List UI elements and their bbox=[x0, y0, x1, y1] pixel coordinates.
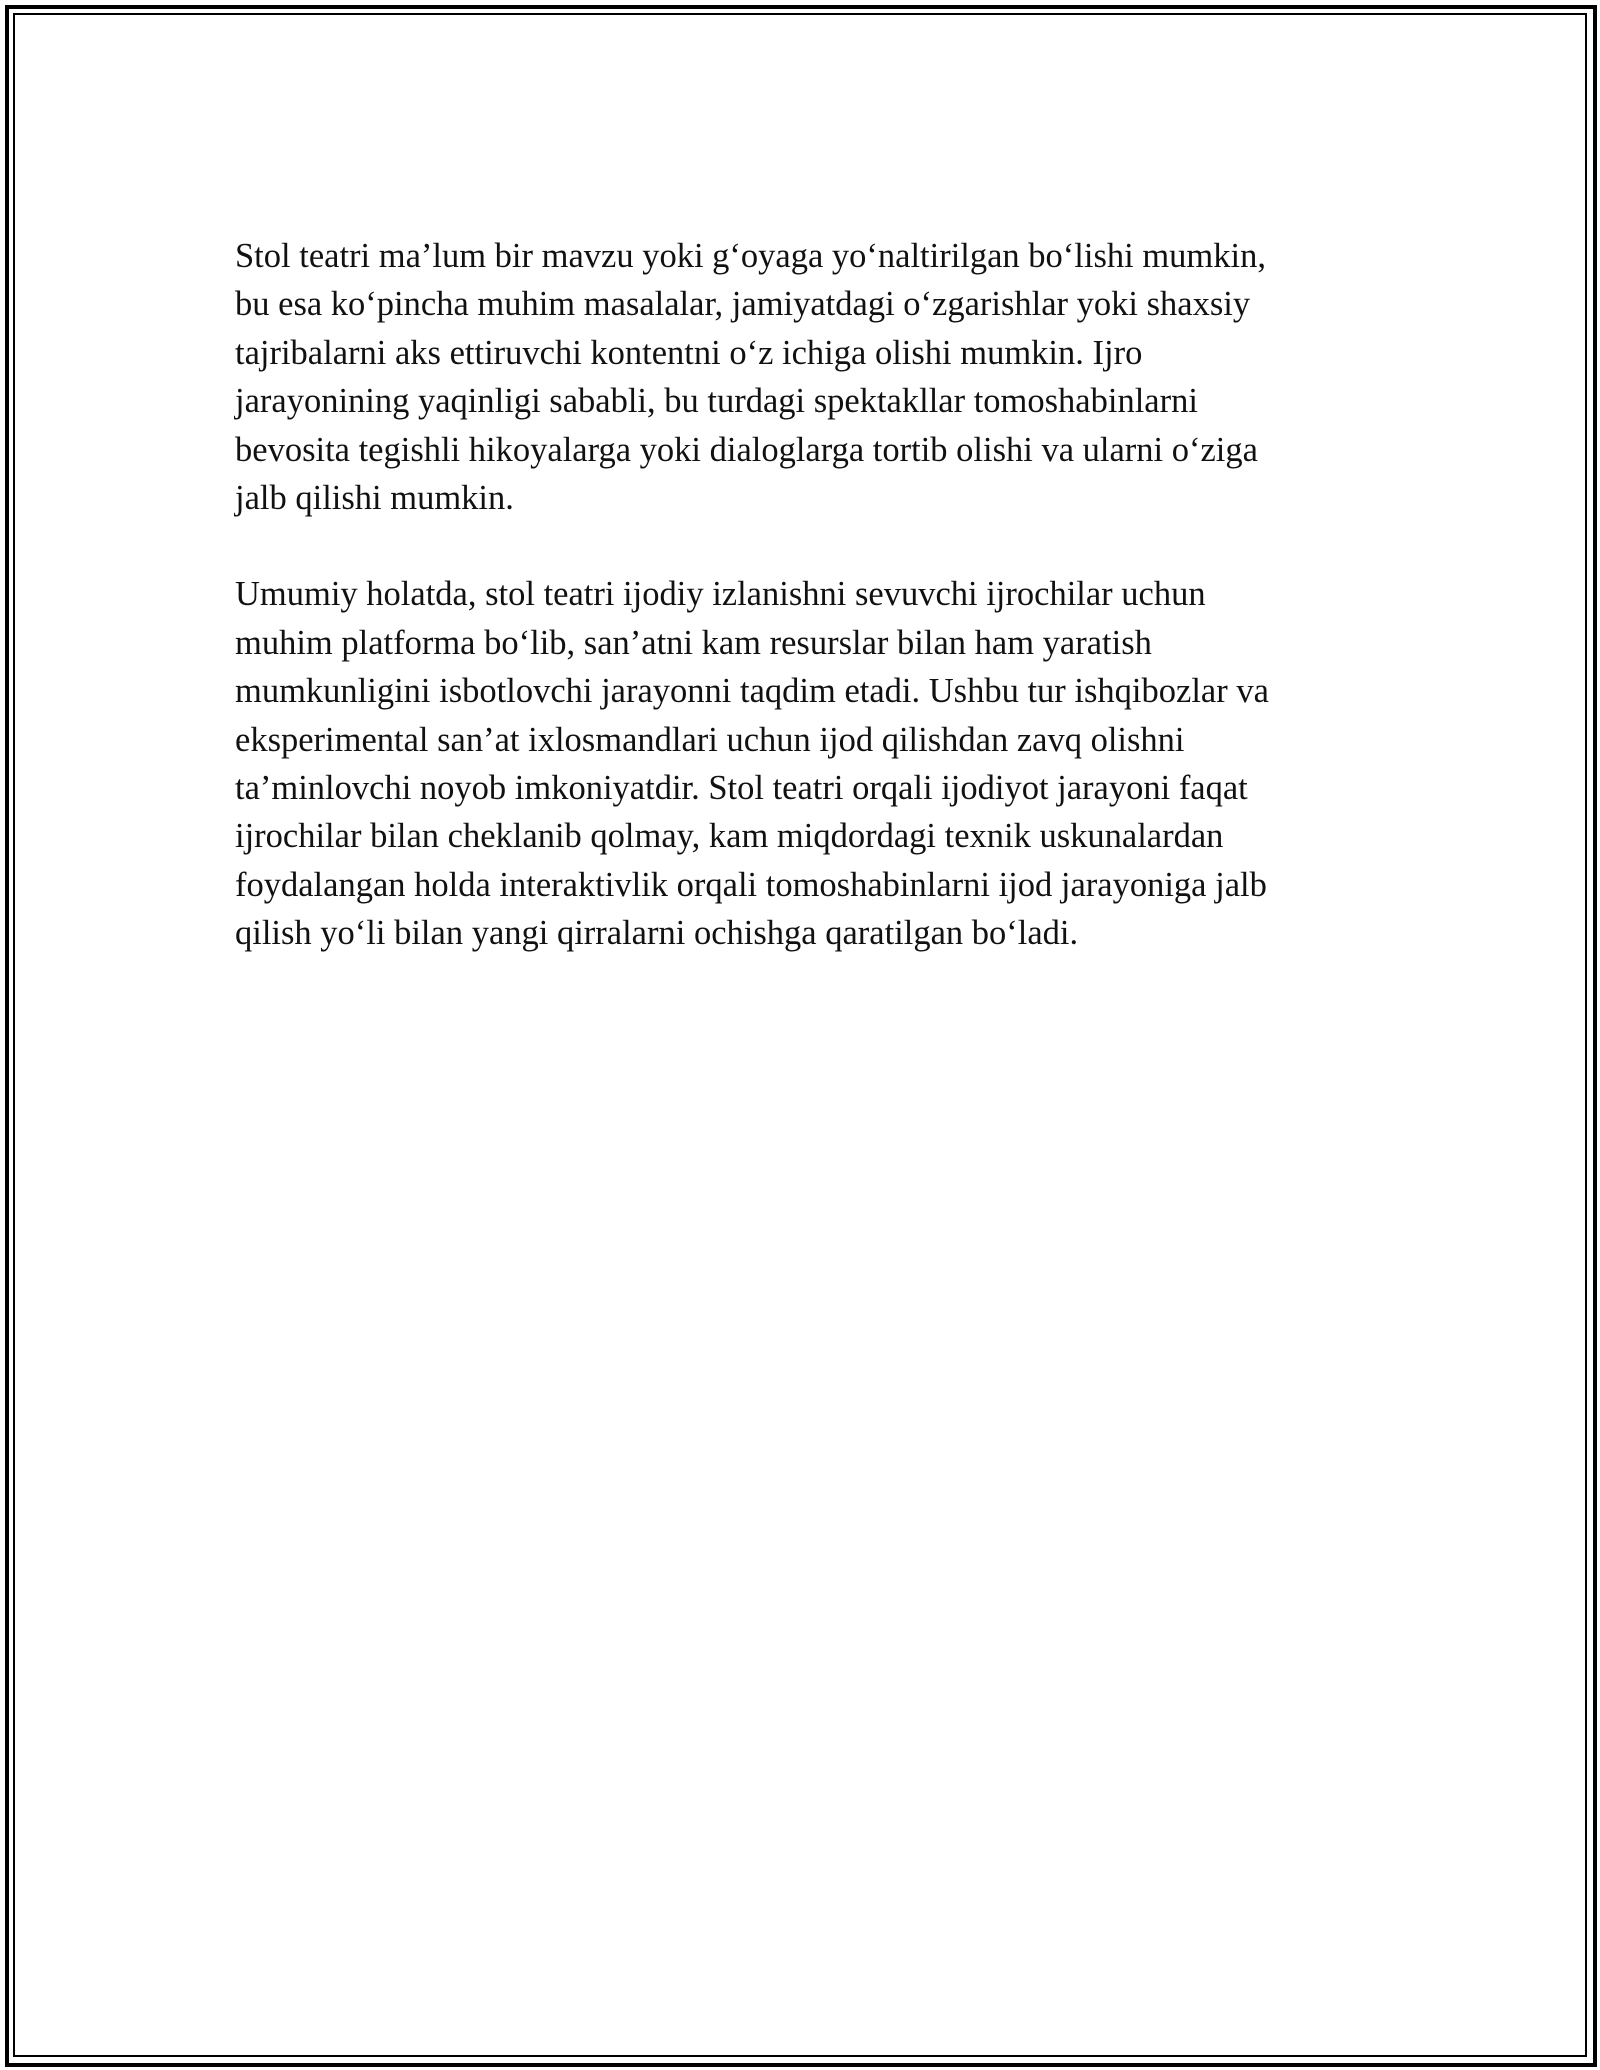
text-line: qilish yo‘li bilan yangi qirralarni ochishga qaratilgan bo‘ladi. bbox=[235, 914, 1079, 953]
text-line: muhim platforma bo‘lib, san’atni kam resurslar bilan ham yaratish bbox=[235, 623, 1152, 662]
paragraph-1 bbox=[235, 232, 1345, 522]
text-line: bevosita tegishli hikoyalarga yoki dialoglarga tortib olishi va ularni o‘ziga bbox=[235, 430, 1258, 469]
text-line: Umumiy holatda, stol teatri ijodiy izlanishni sevuvchi ijrochilar uchun bbox=[235, 575, 1206, 614]
text-line: tajribalarni aks ettiruvchi kontentni o‘z ichiga olishi mumkin. Ijro bbox=[235, 333, 1143, 372]
text-line: Stol teatri ma’lum bir mavzu yoki g‘oyaga yo‘naltirilgan bo‘lishi mumkin, bbox=[235, 237, 1266, 275]
text-line: jarayonining yaqinligi sababli, bu turdagi spektakllar tomoshabinlarni bbox=[235, 382, 1198, 421]
paragraph-2 bbox=[235, 570, 1345, 957]
text-line: jalb qilishi mumkin. bbox=[235, 479, 514, 518]
text-line: ijrochilar bilan cheklanib qolmay, kam miqdordagi texnik uskunalardan bbox=[235, 817, 1224, 856]
text-line: ta’minlovchi noyob imkoniyatdir. Stol teatri orqali ijodiyot jarayoni faqat bbox=[235, 769, 1248, 808]
document-body bbox=[235, 232, 1345, 958]
text-line: eksperimental san’at ixlosmandlari uchun ijod qilishdan zavq olishni bbox=[235, 720, 1185, 759]
text-line: mumkunligini isbotlovchi jarayonni taqdim etadi. Ushbu tur ishqibozlar va bbox=[235, 672, 1269, 711]
text-line: foydalangan holda interaktivlik orqali tomoshabinlarni ijod jarayoniga jalb bbox=[235, 865, 1267, 904]
text-line: bu esa ko‘pincha muhim masalalar, jamiyatdagi o‘zgarishlar yoki shaxsiy bbox=[235, 285, 1251, 324]
